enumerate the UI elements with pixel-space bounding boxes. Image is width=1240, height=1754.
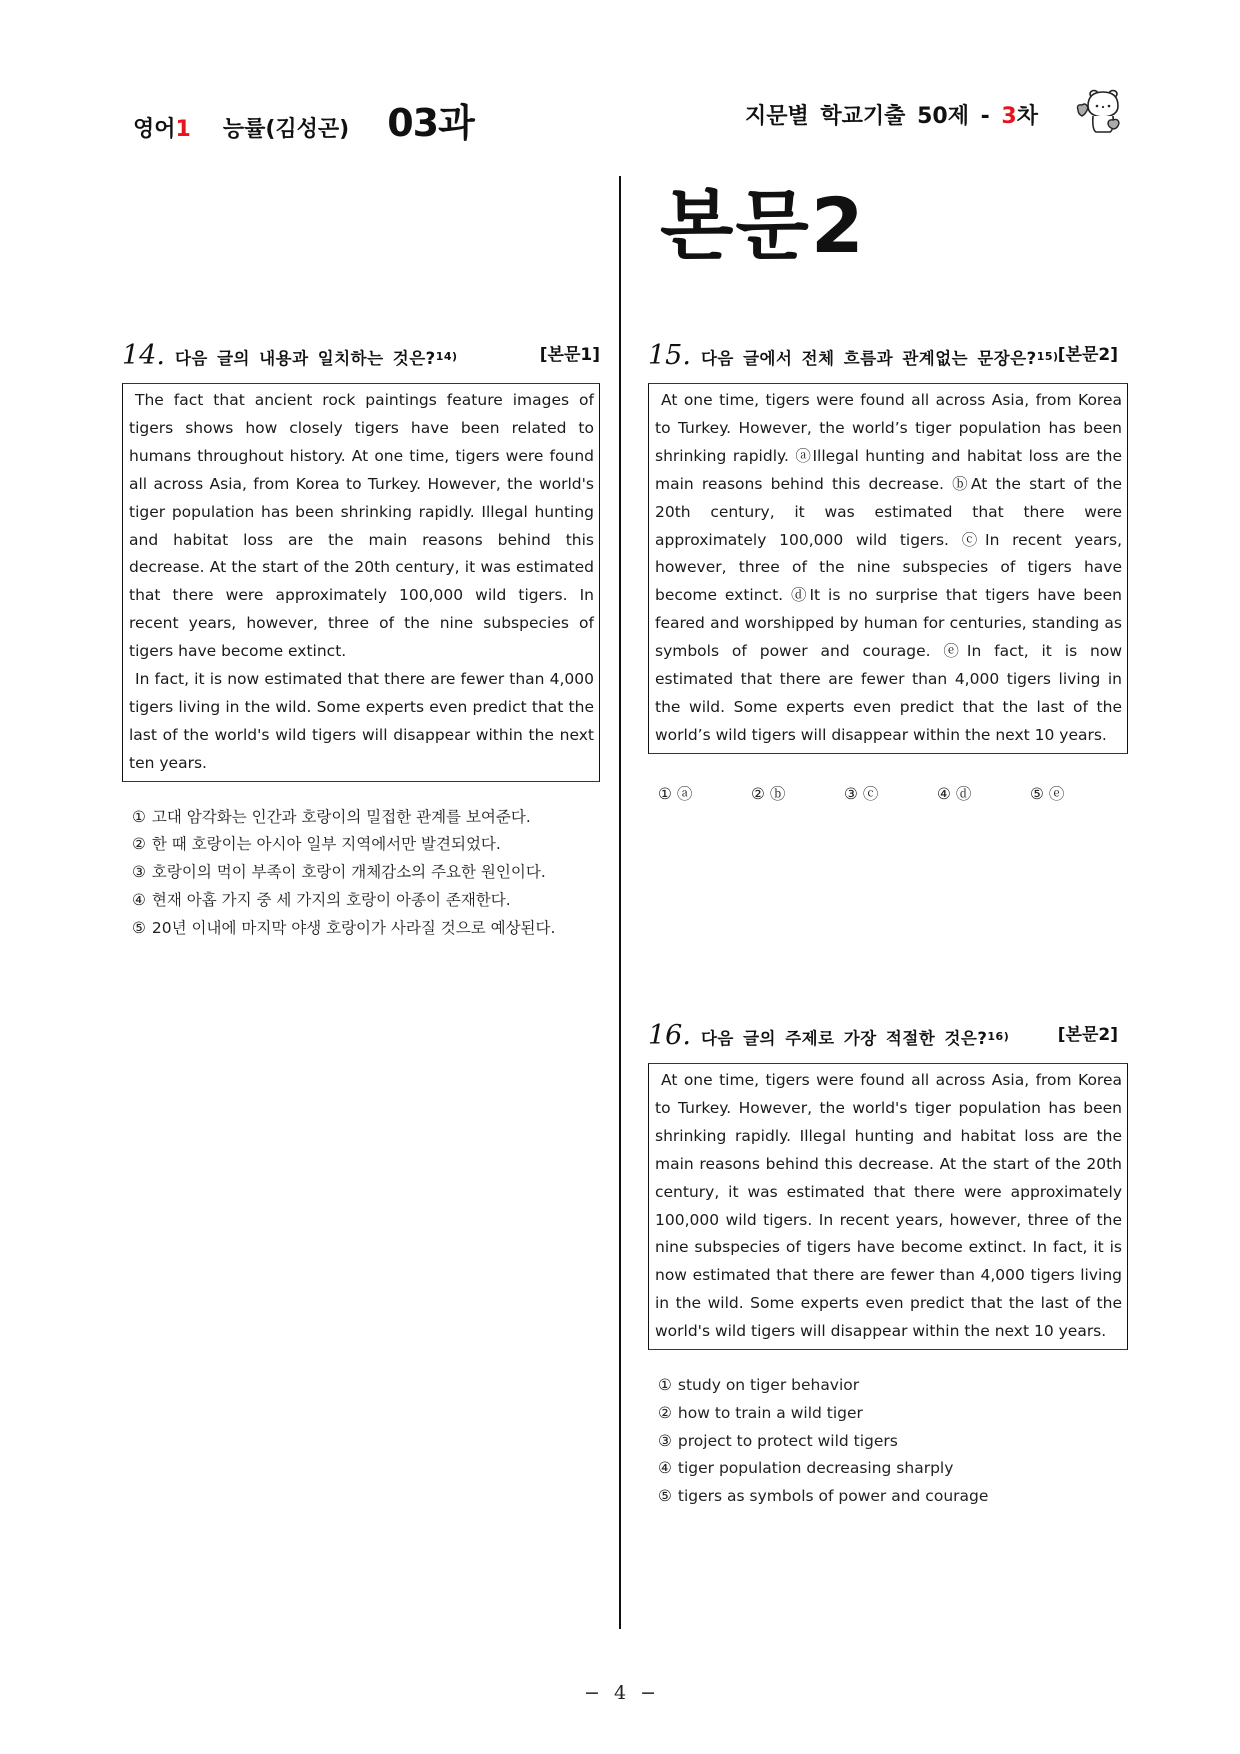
choice-text: 호랑이의 먹이 부족이 호랑이 개체감소의 주요한 원인이다.: [151, 863, 546, 882]
choice-5[interactable]: [658, 1483, 1128, 1511]
question-15: [648, 340, 1128, 804]
passage-paragraph: The fact that ancient rock paintings feature images of tigers shows how closely tigers have been related to humans throughout history. At one time, tigers were found all across Asia, from Korea to Turkey. However, the world's tiger population has been shrinking rapidly. Illegal hunting and habitat loss are the main reasons behind this decrease. At the start of the 20th century, it was estimated that there were approximately 100,000 wild tigers. In recent years, however, three of the nine subspecies of tigers have become extinct.: [129, 391, 594, 661]
subject-prefix: 영어: [133, 117, 176, 142]
subject-number: 1: [175, 117, 191, 142]
choice-text: ⓐ: [676, 784, 693, 803]
choice-text: ⓑ: [769, 784, 786, 803]
choice-mark: ③: [844, 784, 858, 803]
choice-mark: ②: [658, 1403, 672, 1422]
header-left: [133, 92, 474, 147]
choice-4[interactable]: [658, 1455, 1128, 1483]
choice-mark: ③: [132, 863, 146, 882]
question-number: 16.: [648, 1020, 691, 1051]
choice-text: ⓓ: [955, 784, 972, 803]
choice-4[interactable]: [132, 887, 600, 915]
choice-text: how to train a wild tiger: [677, 1403, 863, 1422]
choice-text: tiger population decreasing sharply: [677, 1459, 954, 1478]
passage-paragraph: In fact, it is now estimated that there are fewer than 4,000 tigers living in the wild. Some experts even predict that the last of the world's wild tigers will disappear within the next ten years.: [129, 670, 594, 772]
section-title: 본문2: [660, 181, 866, 270]
passage-paragraph: At one time, tigers were found all across Asia, from Korea to Turkey. However, the world's tiger population has been shrinking rapidly. Illegal hunting and habitat loss are the main reasons behind this decrease. At the start of the 20th century, it was estimated that there were approximately 100,000 wild tigers. In recent years, however, three of the nine subspecies of tigers have become extinct. In fact, it is now estimated that there are fewer than 4,000 tigers living in the wild. Some experts even predict that the last of the world's wild tigers will disappear within the next 10 years.: [655, 1071, 1122, 1341]
choice-text: ⓔ: [1048, 784, 1065, 803]
column-divider: [619, 176, 621, 1629]
question-heading: [122, 340, 600, 374]
choice-mark: ④: [658, 1459, 672, 1478]
passage-box: [648, 383, 1128, 754]
source-tag: [본문2]: [1057, 1025, 1118, 1045]
choice-text: tigers as symbols of power and courage: [677, 1487, 989, 1506]
source-tag: [본문2]: [1057, 345, 1118, 365]
choice-2[interactable]: [132, 831, 600, 859]
question-16: [648, 1020, 1128, 1511]
choice-text: 20년 이내에 마지막 야생 호랑이가 사라질 것으로 예상된다.: [151, 918, 556, 937]
choice-mark: ①: [132, 807, 146, 826]
bear-holding-hearts-icon: [1072, 86, 1124, 136]
choice-mark: ④: [132, 891, 146, 910]
passage-box: [648, 1063, 1128, 1350]
choice-5[interactable]: [132, 915, 600, 943]
choice-2[interactable]: [658, 1400, 1128, 1428]
page-number: − 4 −: [583, 1682, 656, 1704]
footnote-ref: 16): [987, 1030, 1010, 1043]
choice-3[interactable]: [132, 859, 600, 887]
choice-5[interactable]: [1030, 782, 1123, 804]
answer-choices: [648, 1372, 1128, 1511]
prompt-text: 다음 글의 내용과 일치하는 것은?: [174, 349, 436, 368]
prompt-text: 다음 글의 주제로 가장 적절한 것은?: [700, 1029, 988, 1048]
choice-mark: ④: [937, 784, 951, 803]
choice-mark: ⑤: [658, 1487, 672, 1506]
choice-4[interactable]: [937, 782, 1030, 804]
choice-text: study on tiger behavior: [677, 1376, 860, 1395]
choice-text: 고대 암각화는 인간과 호랑이의 밀접한 관계를 보여준다.: [151, 807, 531, 826]
choice-text: project to protect wild tigers: [677, 1431, 898, 1450]
choice-mark: ⑤: [1030, 784, 1044, 803]
passage-paragraph: At one time, tigers were found all across Asia, from Korea to Turkey. However, the world’s tiger population has been shrinking rapidly. ⓐIllegal hunting and habitat loss are the main reasons behind this decrease. ⓑAt the start of the 20th century, it was estimated that there were approximately 100,000 wild tigers. ⓒIn recent years, however, three of the nine subspecies of tigers have become extinct. ⓓIt is no surprise that tigers have been feared and worshipped by human for centuries, standing as symbols of power and courage. ⓔIn fact, it is now estimated that there are fewer than 4,000 tigers living in the wild. Some experts even predict that the last of the world’s wild tigers will disappear within the next 10 years.: [655, 391, 1122, 744]
choice-text: 한 때 호랑이는 아시아 일부 지역에서만 발견되었다.: [151, 835, 501, 854]
choice-1[interactable]: [658, 1372, 1128, 1400]
answer-choices: [122, 804, 600, 943]
footnote-ref: 14): [435, 350, 458, 363]
choice-mark: ①: [658, 1376, 672, 1395]
choice-text: 현재 아홉 가지 중 세 가지의 호랑이 아종이 존재한다.: [151, 891, 511, 910]
choice-mark: ①: [658, 784, 672, 803]
textbook-name: 능률(김성곤): [222, 117, 350, 142]
question-number: 15.: [648, 340, 691, 371]
question-heading: [648, 340, 1128, 374]
choice-mark: ②: [132, 835, 146, 854]
question-heading: [648, 1020, 1128, 1054]
question-number: 14.: [122, 340, 165, 371]
choice-mark: ②: [751, 784, 765, 803]
source-tag: [본문1]: [539, 345, 600, 365]
footnote-ref: 15): [1036, 350, 1059, 363]
round-suffix: 차: [1016, 104, 1038, 129]
choice-3[interactable]: [658, 1428, 1128, 1456]
prompt-text: 다음 글에서 전체 흐름과 관계없는 문장은?: [700, 349, 1037, 368]
choice-text: ⓒ: [862, 784, 879, 803]
answer-choices: [648, 782, 1128, 804]
choice-2[interactable]: [751, 782, 844, 804]
question-prompt: [701, 345, 1059, 369]
question-14: [122, 340, 600, 943]
question-prompt: [701, 1025, 1009, 1049]
choice-1[interactable]: [132, 804, 600, 832]
lesson-label: 03과: [387, 101, 474, 145]
header-right: [745, 99, 1038, 130]
passage-box: [122, 383, 600, 782]
choice-mark: ⑤: [132, 918, 146, 937]
question-prompt: [175, 345, 458, 369]
choice-mark: ③: [658, 1431, 672, 1450]
round-number: 3: [1001, 104, 1017, 129]
series-title: 지문별 학교기출 50제 -: [745, 104, 1002, 129]
choice-3[interactable]: [844, 782, 937, 804]
choice-1[interactable]: [658, 782, 751, 804]
subject: [133, 112, 191, 143]
